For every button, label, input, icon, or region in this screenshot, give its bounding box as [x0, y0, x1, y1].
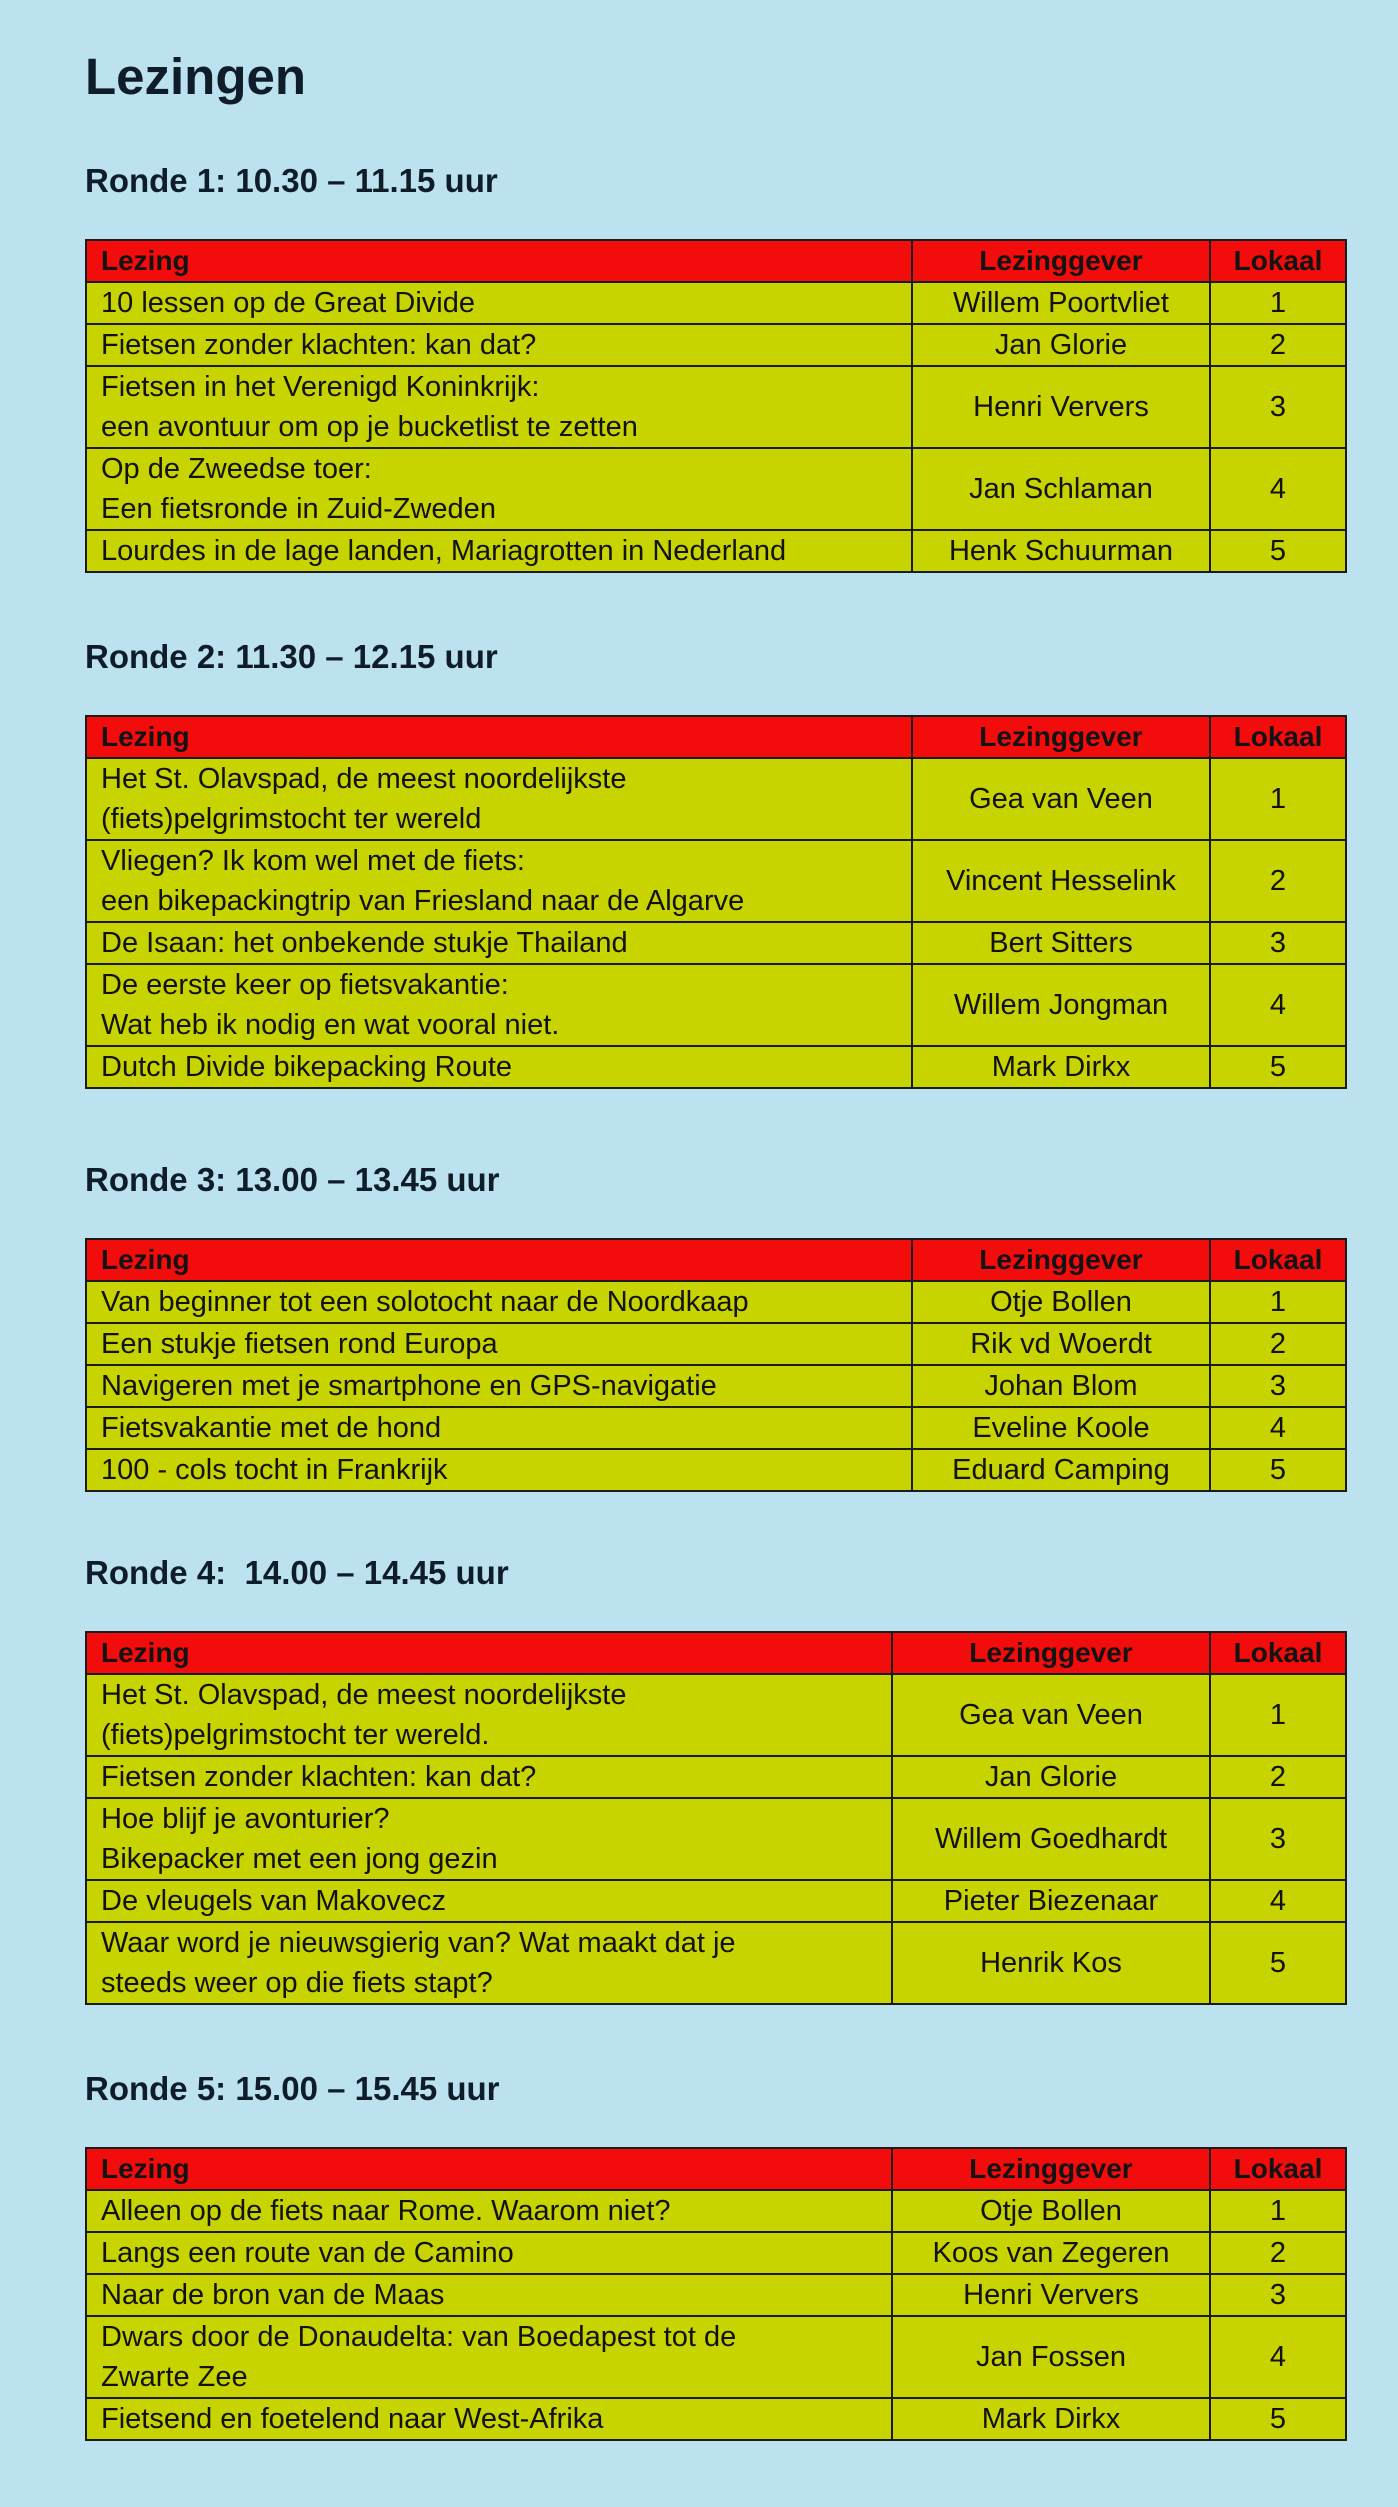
lecture-title [86, 1880, 892, 1922]
header-lezing: Lezing [86, 240, 912, 282]
lecture-title-line: Bikepacker met een jong gezin [101, 1843, 498, 1875]
header-lokaal: Lokaal [1210, 2148, 1346, 2190]
table-header-row [86, 716, 1346, 758]
table-row [86, 2316, 1346, 2398]
lecture-speaker: Otje Bollen [892, 2190, 1210, 2232]
lecture-room: 2 [1210, 2232, 1346, 2274]
lecture-title [86, 1674, 892, 1756]
table-row [86, 1365, 1346, 1407]
lecture-room: 1 [1210, 1674, 1346, 1756]
lecture-room: 5 [1210, 530, 1346, 572]
round-1 [85, 160, 1345, 573]
lecture-room: 2 [1210, 1756, 1346, 1798]
lecture-room: 1 [1210, 1281, 1346, 1323]
lecture-title [86, 366, 912, 448]
table-row [86, 530, 1346, 572]
table-row [86, 1323, 1346, 1365]
lecture-title-line: Dutch Divide bikepacking Route [101, 1051, 513, 1083]
table-header-row [86, 240, 1346, 282]
lecture-table [85, 1238, 1347, 1492]
lecture-title-line: De vleugels van Makovecz [101, 1885, 446, 1917]
lecture-title [86, 530, 912, 572]
lecture-title-line: (fiets)pelgrimstocht ter wereld [101, 803, 482, 835]
program-page [85, 42, 1345, 2435]
lecture-title [86, 922, 912, 964]
lecture-title-line: Lourdes in de lage landen, Mariagrotten in Nederland [101, 535, 787, 567]
lecture-title [86, 2232, 892, 2274]
lecture-room: 5 [1210, 1449, 1346, 1491]
lecture-title-line: De eerste keer op fietsvakantie: [101, 969, 509, 1001]
lecture-table [85, 2147, 1347, 2441]
round-title: Ronde 3: 13.00 – 13.45 uur [85, 1161, 500, 1198]
header-lezinggever: Lezinggever [912, 240, 1210, 282]
table-row [86, 1880, 1346, 1922]
lecture-title-line: Het St. Olavspad, de meest noordelijkste [101, 763, 627, 795]
lecture-room: 3 [1210, 366, 1346, 448]
lecture-title [86, 758, 912, 840]
lecture-table [85, 239, 1347, 573]
lecture-speaker: Mark Dirkx [892, 2398, 1210, 2440]
header-lokaal: Lokaal [1210, 1632, 1346, 1674]
lecture-room: 3 [1210, 1365, 1346, 1407]
lecture-speaker: Willem Poortvliet [912, 282, 1210, 324]
lecture-speaker: Jan Schlaman [912, 448, 1210, 530]
table-row [86, 1449, 1346, 1491]
header-lokaal: Lokaal [1210, 240, 1346, 282]
lecture-title-line: Wat heb ik nodig en wat vooral niet. [101, 1009, 560, 1041]
lecture-title-line: Hoe blijf je avonturier? [101, 1803, 390, 1835]
table-row [86, 1674, 1346, 1756]
table-row [86, 366, 1346, 448]
lecture-room: 4 [1210, 1407, 1346, 1449]
header-lokaal: Lokaal [1210, 1239, 1346, 1281]
lecture-title [86, 1323, 912, 1365]
header-lezing: Lezing [86, 716, 912, 758]
header-lezinggever: Lezinggever [892, 2148, 1210, 2190]
round-2 [85, 636, 1345, 1089]
round-title: Ronde 5: 15.00 – 15.45 uur [85, 2070, 500, 2107]
lecture-title-line: Fietsen in het Verenigd Koninkrijk: [101, 371, 540, 403]
table-row [86, 1407, 1346, 1449]
lecture-room: 4 [1210, 2316, 1346, 2398]
lecture-title-line: Dwars door de Donaudelta: van Boedapest tot de [101, 2321, 737, 2353]
lecture-title [86, 324, 912, 366]
table-row [86, 964, 1346, 1046]
lecture-title [86, 282, 912, 324]
lecture-title [86, 1365, 912, 1407]
lecture-speaker: Jan Fossen [892, 2316, 1210, 2398]
lecture-room: 1 [1210, 282, 1346, 324]
round-3 [85, 1159, 1345, 1492]
lecture-title [86, 448, 912, 530]
lecture-room: 5 [1210, 1046, 1346, 1088]
lecture-title-line: 100 - cols tocht in Frankrijk [101, 1454, 448, 1486]
lecture-speaker: Otje Bollen [912, 1281, 1210, 1323]
lecture-title-line: (fiets)pelgrimstocht ter wereld. [101, 1719, 490, 1751]
lecture-title [86, 1798, 892, 1880]
lecture-speaker: Rik vd Woerdt [912, 1323, 1210, 1365]
lecture-title-line: een bikepackingtrip van Friesland naar de Algarve [101, 885, 745, 917]
lecture-table [85, 715, 1347, 1089]
lecture-table [85, 1631, 1347, 2005]
table-row [86, 282, 1346, 324]
lecture-room: 5 [1210, 1922, 1346, 2004]
table-row [86, 758, 1346, 840]
table-header-row [86, 1632, 1346, 1674]
lecture-speaker: Willem Jongman [912, 964, 1210, 1046]
table-header-row [86, 2148, 1346, 2190]
lecture-title-line: Fietsvakantie met de hond [101, 1412, 442, 1444]
header-lezing: Lezing [86, 1632, 892, 1674]
lecture-title-line: Navigeren met je smartphone en GPS-navigatie [101, 1370, 717, 1402]
header-lezing: Lezing [86, 2148, 892, 2190]
lecture-speaker: Henri Ververs [892, 2274, 1210, 2316]
table-row [86, 840, 1346, 922]
lecture-speaker: Pieter Biezenaar [892, 1880, 1210, 1922]
lecture-title-line: Alleen op de fiets naar Rome. Waarom niet? [101, 2195, 671, 2227]
header-lezinggever: Lezinggever [912, 1239, 1210, 1281]
lecture-title-line: De Isaan: het onbekende stukje Thailand [101, 927, 628, 959]
round-title: Ronde 1: 10.30 – 11.15 uur [85, 162, 498, 199]
header-lezinggever: Lezinggever [892, 1632, 1210, 1674]
lecture-speaker: Eveline Koole [912, 1407, 1210, 1449]
lecture-speaker: Henri Ververs [912, 366, 1210, 448]
table-row [86, 448, 1346, 530]
page-title: Lezingen [85, 48, 307, 105]
table-row [86, 922, 1346, 964]
lecture-title-line: Fietsen zonder klachten: kan dat? [101, 329, 537, 361]
lecture-title-line: Van beginner tot een solotocht naar de Noordkaap [101, 1286, 749, 1318]
lecture-room: 1 [1210, 758, 1346, 840]
lecture-title-line: Een stukje fietsen rond Europa [101, 1328, 498, 1360]
lecture-speaker: Bert Sitters [912, 922, 1210, 964]
header-lokaal: Lokaal [1210, 716, 1346, 758]
lecture-title [86, 2398, 892, 2440]
header-lezinggever: Lezinggever [912, 716, 1210, 758]
lecture-title [86, 1407, 912, 1449]
lecture-title-line: Naar de bron van de Maas [101, 2279, 445, 2311]
lecture-title [86, 1756, 892, 1798]
lecture-room: 2 [1210, 1323, 1346, 1365]
lecture-speaker: Henrik Kos [892, 1922, 1210, 2004]
round-title: Ronde 2: 11.30 – 12.15 uur [85, 638, 498, 675]
round-4 [85, 1552, 1345, 2005]
lecture-speaker: Gea van Veen [912, 758, 1210, 840]
lecture-title-line: Fietsend en foetelend naar West-Afrika [101, 2403, 604, 2435]
lecture-room: 4 [1210, 448, 1346, 530]
lecture-speaker: Mark Dirkx [912, 1046, 1210, 1088]
lecture-speaker: Eduard Camping [912, 1449, 1210, 1491]
table-row [86, 2398, 1346, 2440]
lecture-room: 4 [1210, 964, 1346, 1046]
lecture-room: 5 [1210, 2398, 1346, 2440]
lecture-title-line: Waar word je nieuwsgierig van? Wat maakt dat je [101, 1927, 736, 1959]
table-row [86, 1046, 1346, 1088]
lecture-title-line: Op de Zweedse toer: [101, 453, 372, 485]
lecture-room: 3 [1210, 2274, 1346, 2316]
lecture-speaker: Henk Schuurman [912, 530, 1210, 572]
lecture-title-line: een avontuur om op je bucketlist te zetten [101, 411, 638, 443]
table-row [86, 324, 1346, 366]
lecture-speaker: Jan Glorie [912, 324, 1210, 366]
lecture-title-line: Langs een route van de Camino [101, 2237, 514, 2269]
lecture-speaker: Johan Blom [912, 1365, 1210, 1407]
lecture-title [86, 840, 912, 922]
table-row [86, 1281, 1346, 1323]
lecture-title-line: Vliegen? Ik kom wel met de fiets: [101, 845, 525, 877]
lecture-speaker: Gea van Veen [892, 1674, 1210, 1756]
lecture-title-line: Zwarte Zee [101, 2361, 248, 2393]
lecture-title-line: Fietsen zonder klachten: kan dat? [101, 1761, 537, 1793]
lecture-title [86, 2316, 892, 2398]
round-5 [85, 2068, 1345, 2441]
lecture-speaker: Jan Glorie [892, 1756, 1210, 1798]
header-lezing: Lezing [86, 1239, 912, 1281]
lecture-room: 3 [1210, 922, 1346, 964]
lecture-title [86, 1449, 912, 1491]
lecture-room: 2 [1210, 324, 1346, 366]
table-row [86, 2274, 1346, 2316]
lecture-title-line: steeds weer op die fiets stapt? [101, 1967, 493, 1999]
lecture-room: 1 [1210, 2190, 1346, 2232]
lecture-title [86, 1922, 892, 2004]
lecture-speaker: Koos van Zegeren [892, 2232, 1210, 2274]
lecture-room: 4 [1210, 1880, 1346, 1922]
lecture-title-line: Een fietsronde in Zuid-Zweden [101, 493, 496, 525]
lecture-speaker: Vincent Hesselink [912, 840, 1210, 922]
table-row [86, 1756, 1346, 1798]
table-row [86, 2190, 1346, 2232]
lecture-title-line: Het St. Olavspad, de meest noordelijkste [101, 1679, 627, 1711]
lecture-title [86, 1281, 912, 1323]
lecture-speaker: Willem Goedhardt [892, 1798, 1210, 1880]
lecture-title [86, 2190, 892, 2232]
table-row [86, 1798, 1346, 1880]
round-title: Ronde 4: 14.00 – 14.45 uur [85, 1554, 509, 1591]
lecture-title-line: 10 lessen op de Great Divide [101, 287, 475, 319]
table-row [86, 1922, 1346, 2004]
lecture-title [86, 1046, 912, 1088]
table-row [86, 2232, 1346, 2274]
lecture-room: 2 [1210, 840, 1346, 922]
table-header-row [86, 1239, 1346, 1281]
lecture-title [86, 2274, 892, 2316]
lecture-room: 3 [1210, 1798, 1346, 1880]
lecture-title [86, 964, 912, 1046]
